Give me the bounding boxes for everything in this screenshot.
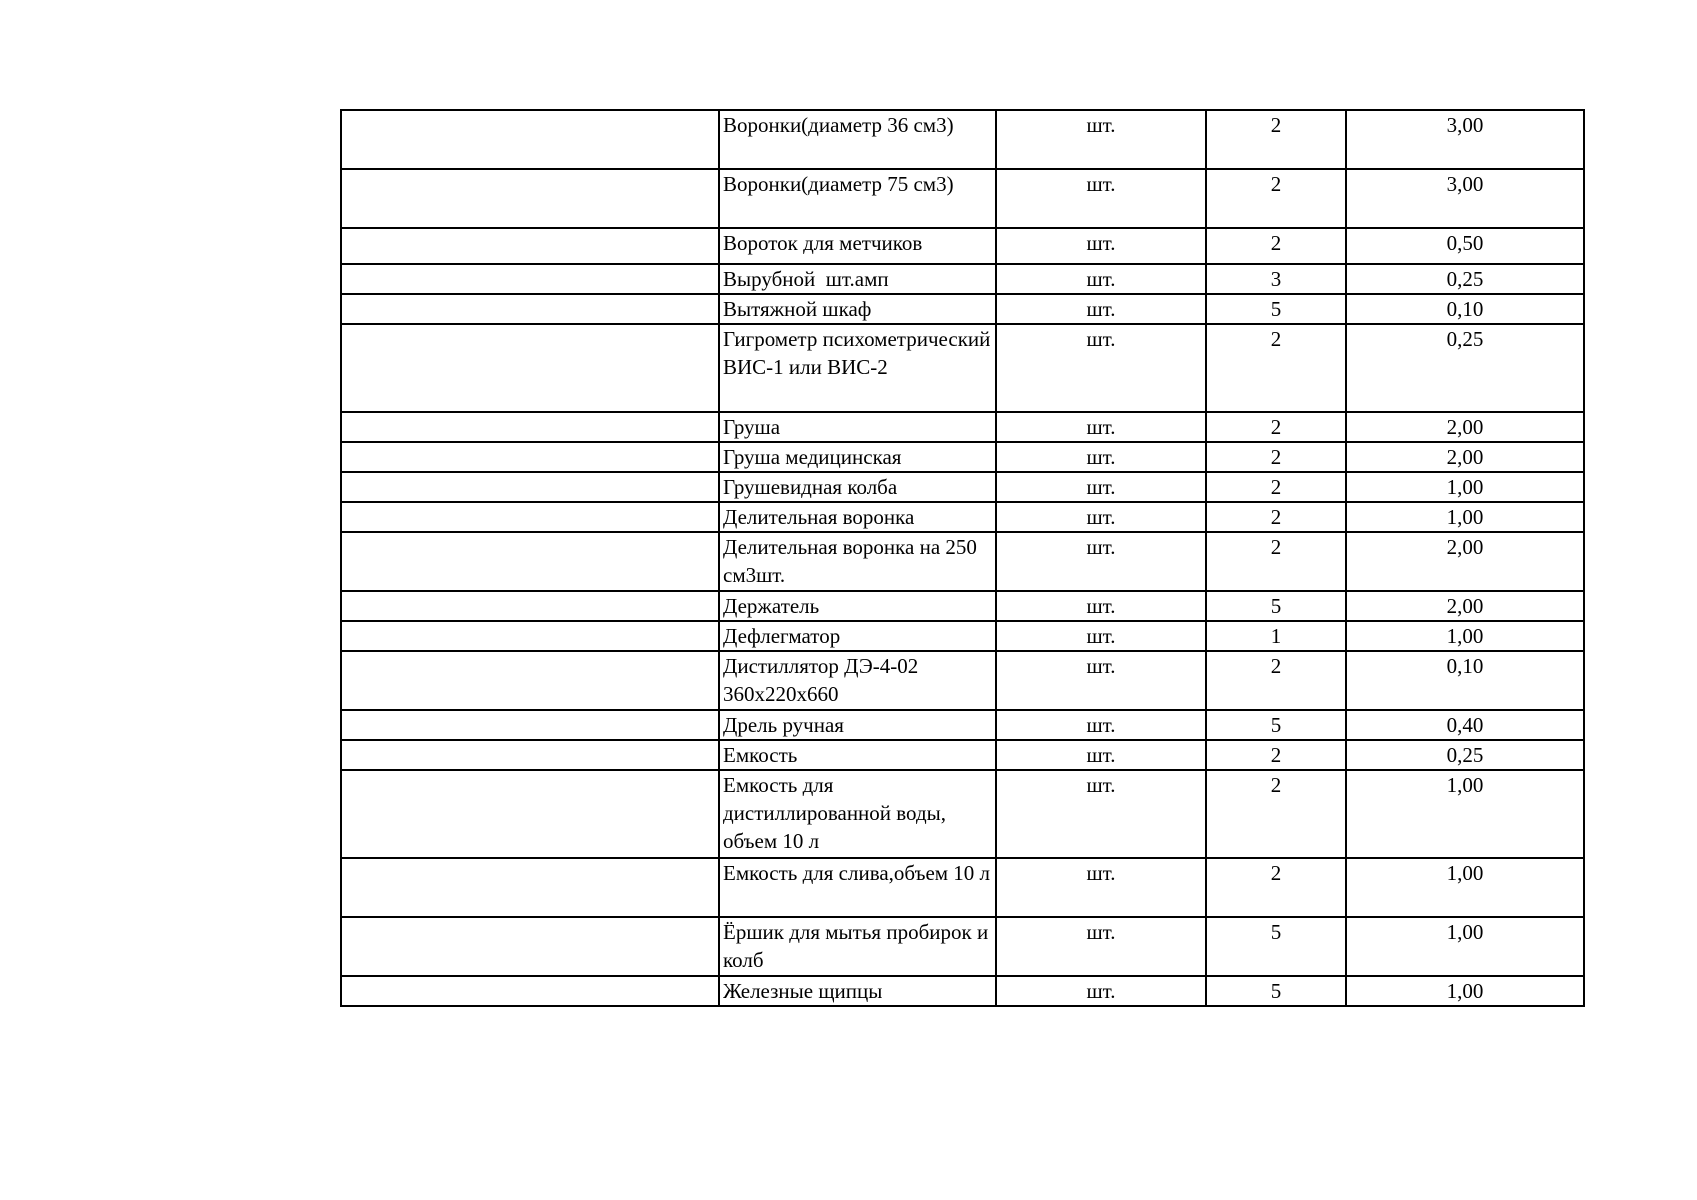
table-row [341,770,1584,858]
item-name-cell: Вытяжной шкаф [719,294,996,324]
item-name-cell: Держатель [719,591,996,621]
item-name-cell: Груша [719,412,996,442]
quantity-cell: 3 [1206,264,1346,294]
table-row [341,710,1584,740]
item-name-cell: Воронки(диаметр 75 см3) [719,169,996,228]
norm-cell: 1,00 [1346,502,1584,532]
unit-cell: шт. [996,621,1206,651]
blank-cell [341,917,719,976]
norm-cell: 0,10 [1346,294,1584,324]
table-row [341,264,1584,294]
norm-cell: 2,00 [1346,412,1584,442]
table-row [341,412,1584,442]
unit-cell: шт. [996,324,1206,412]
norm-cell: 2,00 [1346,532,1584,591]
norm-cell: 0,40 [1346,710,1584,740]
table-row [341,621,1584,651]
table-row [341,324,1584,412]
unit-cell: шт. [996,228,1206,264]
item-name-cell: Делительная воронка на 250 см3шт. [719,532,996,591]
unit-cell: шт. [996,710,1206,740]
table-row [341,591,1584,621]
unit-cell: шт. [996,169,1206,228]
item-name-cell: Гигрометр психометрический ВИС-1 или ВИС-2 [719,324,996,412]
quantity-cell: 5 [1206,976,1346,1006]
norm-cell: 2,00 [1346,591,1584,621]
quantity-cell: 2 [1206,502,1346,532]
quantity-cell: 1 [1206,621,1346,651]
table-row [341,532,1584,591]
table-row [341,976,1584,1006]
item-name-cell: Дистиллятор ДЭ-4-02 360х220х660 [719,651,996,710]
quantity-cell: 5 [1206,710,1346,740]
unit-cell: шт. [996,651,1206,710]
quantity-cell: 2 [1206,858,1346,917]
table-row [341,472,1584,502]
table-row [341,502,1584,532]
item-name-cell: Ёршик для мытья пробирок и колб [719,917,996,976]
quantity-cell: 2 [1206,740,1346,770]
blank-cell [341,412,719,442]
blank-cell [341,591,719,621]
unit-cell: шт. [996,110,1206,169]
unit-cell: шт. [996,472,1206,502]
blank-cell [341,532,719,591]
quantity-cell: 2 [1206,442,1346,472]
quantity-cell: 2 [1206,228,1346,264]
norm-cell: 1,00 [1346,858,1584,917]
table-row [341,110,1584,169]
norm-cell: 0,25 [1346,264,1584,294]
quantity-cell: 5 [1206,917,1346,976]
item-name-cell: Воронки(диаметр 36 см3) [719,110,996,169]
blank-cell [341,110,719,169]
table-row [341,651,1584,710]
table-row [341,858,1584,917]
table-row [341,294,1584,324]
blank-cell [341,651,719,710]
blank-cell [341,228,719,264]
unit-cell: шт. [996,917,1206,976]
blank-cell [341,294,719,324]
quantity-cell: 2 [1206,532,1346,591]
blank-cell [341,976,719,1006]
item-name-cell: Емкость [719,740,996,770]
norm-cell: 0,10 [1346,651,1584,710]
item-name-cell: Емкость для слива,объем 10 л [719,858,996,917]
item-name-cell: Вырубной шт.амп [719,264,996,294]
item-name-cell: Железные щипцы [719,976,996,1006]
quantity-cell: 2 [1206,651,1346,710]
table-row [341,442,1584,472]
equipment-table [340,109,1585,1007]
quantity-cell: 2 [1206,110,1346,169]
unit-cell: шт. [996,770,1206,858]
norm-cell: 0,50 [1346,228,1584,264]
unit-cell: шт. [996,858,1206,917]
unit-cell: шт. [996,442,1206,472]
table-row [341,169,1584,228]
quantity-cell: 2 [1206,472,1346,502]
unit-cell: шт. [996,740,1206,770]
unit-cell: шт. [996,976,1206,1006]
norm-cell: 1,00 [1346,917,1584,976]
blank-cell [341,502,719,532]
blank-cell [341,621,719,651]
table-row [341,917,1584,976]
item-name-cell: Делительная воронка [719,502,996,532]
norm-cell: 0,25 [1346,324,1584,412]
item-name-cell: Грушевидная колба [719,472,996,502]
item-name-cell: Дрель ручная [719,710,996,740]
norm-cell: 1,00 [1346,976,1584,1006]
item-name-cell: Груша медицинская [719,442,996,472]
table-row [341,228,1584,264]
quantity-cell: 2 [1206,324,1346,412]
blank-cell [341,442,719,472]
norm-cell: 1,00 [1346,770,1584,858]
quantity-cell: 2 [1206,770,1346,858]
quantity-cell: 2 [1206,169,1346,228]
blank-cell [341,264,719,294]
item-name-cell: Вороток для метчиков [719,228,996,264]
item-name-cell: Емкость для дистиллированной воды, объем 10 л [719,770,996,858]
unit-cell: шт. [996,294,1206,324]
unit-cell: шт. [996,591,1206,621]
blank-cell [341,770,719,858]
quantity-cell: 5 [1206,591,1346,621]
item-name-cell: Дефлегматор [719,621,996,651]
quantity-cell: 2 [1206,412,1346,442]
unit-cell: шт. [996,412,1206,442]
table-row [341,740,1584,770]
quantity-cell: 5 [1206,294,1346,324]
blank-cell [341,324,719,412]
blank-cell [341,472,719,502]
norm-cell: 0,25 [1346,740,1584,770]
blank-cell [341,858,719,917]
unit-cell: шт. [996,502,1206,532]
blank-cell [341,710,719,740]
norm-cell: 3,00 [1346,169,1584,228]
blank-cell [341,169,719,228]
unit-cell: шт. [996,532,1206,591]
unit-cell: шт. [996,264,1206,294]
norm-cell: 1,00 [1346,472,1584,502]
norm-cell: 3,00 [1346,110,1584,169]
norm-cell: 1,00 [1346,621,1584,651]
norm-cell: 2,00 [1346,442,1584,472]
blank-cell [341,740,719,770]
